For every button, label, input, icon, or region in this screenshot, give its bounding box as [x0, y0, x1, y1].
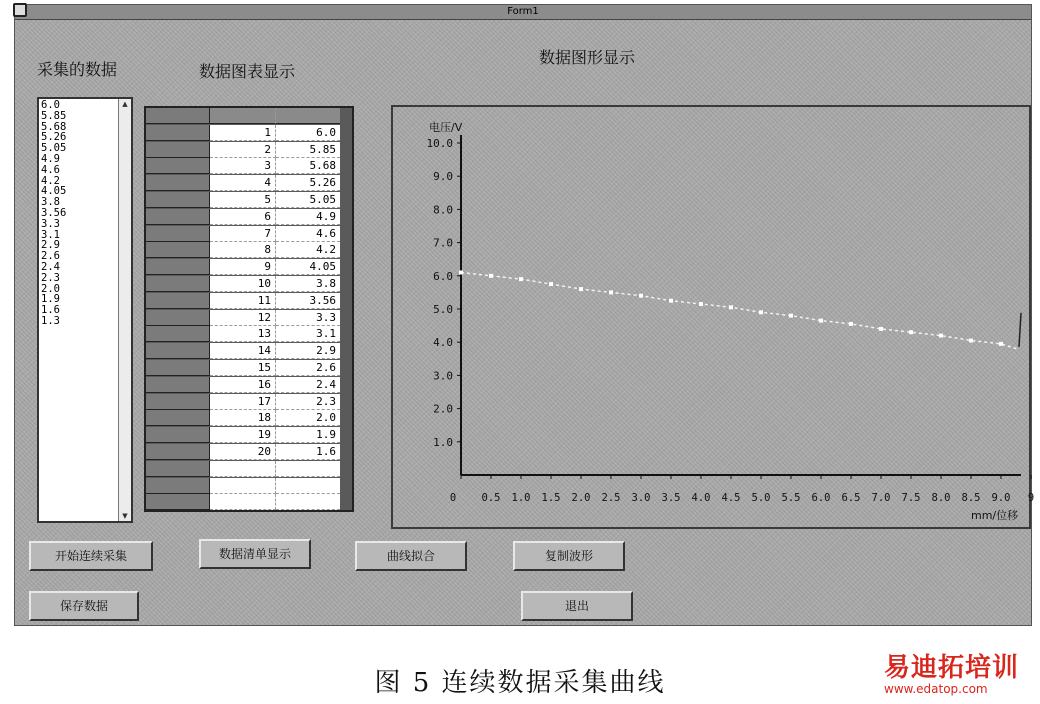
x-tick-label: 3.5: [661, 492, 681, 504]
row-header-cell: [146, 108, 210, 124]
row-header-cell: [146, 158, 210, 174]
data-point: [489, 274, 493, 278]
empty-cell: [210, 494, 276, 510]
y-tick-label: 10.0: [426, 137, 453, 150]
collected-data-label: 采集的数据: [37, 60, 118, 79]
value-cell: 6.0: [276, 125, 340, 141]
x-tick-label: 7.0: [871, 492, 891, 504]
table-row[interactable]: [146, 360, 352, 376]
row-header-cell: [146, 209, 210, 225]
value-cell: 5.05: [276, 192, 340, 208]
value-cell: 2.4: [276, 377, 340, 393]
value-cell: 4.9: [276, 209, 340, 225]
table-row[interactable]: [146, 209, 352, 225]
exit-button[interactable]: 退出: [521, 591, 633, 621]
x-tick-label: 3.0: [631, 492, 651, 504]
start-continuous-acquisition-button[interactable]: 开始连续采集: [29, 541, 153, 571]
data-point: [909, 330, 913, 334]
x-tick-label: 0.5: [481, 492, 501, 504]
x-tick-label: 1.5: [541, 492, 561, 504]
y-tick-label: 8.0: [433, 203, 453, 217]
table-row[interactable]: [146, 494, 352, 510]
table-row[interactable]: [146, 192, 352, 208]
row-header-cell: [146, 494, 210, 510]
value-cell: 3.1: [276, 326, 340, 342]
value-cell: 3.3: [276, 310, 340, 326]
figure-caption: 图 5 连续数据采集曲线: [374, 668, 666, 698]
row-header-cell: [146, 444, 210, 460]
row-header-cell: [146, 360, 210, 376]
data-point: [459, 270, 463, 274]
list-item[interactable]: 1.3: [41, 314, 60, 327]
index-cell: 6: [210, 209, 276, 225]
value-cell: 4.05: [276, 259, 340, 275]
table-row[interactable]: [146, 326, 352, 342]
x-tick-label: 2.5: [601, 492, 621, 504]
index-cell: 8: [210, 242, 276, 258]
y-tick-label: 7.0: [433, 236, 453, 250]
table-row[interactable]: [146, 444, 352, 460]
row-header-cell: [146, 394, 210, 410]
row-header-cell: [146, 259, 210, 275]
row-header-cell: [146, 343, 210, 359]
scroll-up-arrow-icon[interactable]: ▲: [122, 100, 128, 108]
watermark-text: 易迪拓培训: [884, 653, 1020, 683]
title-bar: [15, 5, 1031, 20]
row-header-cell: [146, 242, 210, 258]
list-item[interactable]: 1.9: [41, 293, 60, 306]
row-header-cell: [146, 276, 210, 292]
table-row[interactable]: [146, 394, 352, 410]
table-row[interactable]: [146, 125, 352, 141]
index-cell: 7: [210, 226, 276, 242]
watermark-logo: [884, 654, 1034, 700]
list-item[interactable]: 4.6: [41, 163, 60, 176]
data-point: [819, 319, 823, 323]
table-row[interactable]: [146, 142, 352, 158]
empty-cell: [276, 461, 340, 477]
list-item[interactable]: 6.0: [41, 99, 60, 111]
row-header-cell: [146, 427, 210, 443]
list-item[interactable]: 1.6: [41, 304, 60, 317]
data-point: [759, 310, 763, 314]
column-header-cell: [210, 108, 276, 124]
row-header-cell: [146, 410, 210, 426]
value-cell: 3.56: [276, 293, 340, 309]
data-point: [549, 282, 553, 286]
list-item[interactable]: 2.0: [41, 282, 60, 295]
index-cell: 11: [210, 293, 276, 309]
x-tick-label: 8.5: [961, 492, 981, 504]
empty-cell: [276, 494, 340, 510]
x-tick-label: 6.5: [841, 492, 861, 504]
row-header-cell: [146, 377, 210, 393]
listbox-scrollbar[interactable]: [118, 99, 131, 521]
table-row[interactable]: [146, 310, 352, 326]
row-header-cell: [146, 293, 210, 309]
data-point: [579, 287, 583, 291]
index-cell: 12: [210, 310, 276, 326]
value-cell: 1.6: [276, 444, 340, 460]
list-item[interactable]: 4.9: [41, 152, 60, 165]
list-item[interactable]: 3.8: [41, 196, 60, 209]
list-item[interactable]: 5.05: [41, 142, 67, 155]
table-row[interactable]: [146, 259, 352, 275]
list-item[interactable]: 3.3: [41, 217, 60, 230]
empty-cell: [210, 461, 276, 477]
data-point: [639, 294, 643, 298]
table-display-label: 数据图表显示: [199, 62, 296, 81]
collected-data-listbox[interactable]: [37, 97, 133, 523]
value-cell: 3.8: [276, 276, 340, 292]
scroll-down-arrow-icon[interactable]: ▼: [122, 512, 128, 520]
value-cell: 2.0: [276, 410, 340, 426]
curve-fit-button[interactable]: 曲线拟合: [355, 541, 467, 571]
index-cell: 18: [210, 410, 276, 426]
index-cell: 5: [210, 192, 276, 208]
x-tick-label: 7.5: [901, 492, 921, 504]
row-header-cell: [146, 310, 210, 326]
index-cell: 19: [210, 427, 276, 443]
list-item[interactable]: 2.4: [41, 260, 60, 273]
x-axis-title: mm/位移: [971, 509, 1019, 522]
value-cell: 5.85: [276, 142, 340, 158]
data-point: [969, 339, 973, 343]
x-tick-label: 2.0: [571, 492, 591, 504]
x-tick-label: 4.5: [721, 492, 741, 504]
watermark-url: www.edatop.com: [884, 682, 988, 696]
x-tick-label: 5.5: [781, 492, 801, 504]
x-tick-label: 5.0: [751, 492, 771, 504]
table-row[interactable]: [146, 108, 352, 124]
x-tick-label: 9.0: [991, 492, 1011, 504]
data-point: [879, 327, 883, 331]
index-cell: 2: [210, 142, 276, 158]
table-row[interactable]: [146, 377, 352, 393]
table-row[interactable]: [146, 175, 352, 191]
x-tick-label: 0: [449, 492, 457, 504]
value-cell: 2.9: [276, 343, 340, 359]
series-end-marker: [1019, 313, 1021, 347]
table-row[interactable]: [146, 410, 352, 426]
index-cell: 1: [210, 125, 276, 141]
data-point: [849, 322, 853, 326]
data-point: [699, 302, 703, 306]
empty-cell: [276, 478, 340, 494]
y-axis-title: 电压/V: [429, 121, 463, 134]
save-data-button[interactable]: 保存数据: [29, 591, 139, 621]
table-row[interactable]: [146, 293, 352, 309]
data-point: [939, 334, 943, 338]
value-cell: 2.3: [276, 394, 340, 410]
row-header-cell: [146, 125, 210, 141]
data-point: [609, 290, 613, 294]
table-row[interactable]: [146, 427, 352, 443]
index-cell: 10: [210, 276, 276, 292]
row-header-cell: [146, 226, 210, 242]
index-cell: 15: [210, 360, 276, 376]
empty-cell: [210, 478, 276, 494]
index-cell: 17: [210, 394, 276, 410]
list-item[interactable]: 3.1: [41, 228, 60, 241]
window-title: Form1: [507, 6, 539, 17]
y-tick-label: 2.0: [433, 402, 453, 416]
table-row[interactable]: [146, 478, 352, 494]
value-cell: 1.9: [276, 427, 340, 443]
voltage-displacement-chart: [393, 107, 1033, 531]
row-header-cell: [146, 142, 210, 158]
y-tick-label: 4.0: [433, 336, 453, 350]
table-row[interactable]: [146, 276, 352, 292]
table-row[interactable]: [146, 343, 352, 359]
list-item[interactable]: 5.26: [41, 131, 67, 144]
y-tick-label: 5.0: [433, 303, 453, 316]
y-tick-label: 6.0: [433, 269, 453, 283]
y-tick-label: 1.0: [433, 435, 453, 449]
index-cell: 14: [210, 343, 276, 359]
data-point: [999, 342, 1003, 346]
list-item[interactable]: 4.2: [41, 174, 60, 187]
index-cell: 16: [210, 377, 276, 393]
column-header-cell: [276, 108, 340, 124]
row-header-cell: [146, 175, 210, 191]
value-cell: 2.6: [276, 360, 340, 376]
table-row[interactable]: [146, 226, 352, 242]
value-cell: 4.6: [276, 226, 340, 242]
row-header-cell: [146, 192, 210, 208]
list-item[interactable]: 5.85: [41, 109, 67, 122]
app-window: [14, 4, 1035, 626]
y-tick-label: 9.0: [433, 170, 453, 184]
data-list-display-button[interactable]: 数据清单显示: [199, 539, 311, 569]
index-cell: 13: [210, 326, 276, 342]
x-tick-label: 6.0: [811, 492, 831, 504]
value-cell: 4.2: [276, 242, 340, 258]
table-row[interactable]: [146, 461, 352, 477]
data-grid[interactable]: [144, 106, 354, 512]
data-point: [729, 305, 733, 309]
data-point: [519, 277, 523, 281]
table-row[interactable]: [146, 158, 352, 174]
table-row[interactable]: [146, 242, 352, 258]
data-point: [669, 299, 673, 303]
list-item[interactable]: 2.9: [41, 239, 60, 252]
series-line: [461, 273, 1017, 349]
list-item[interactable]: 2.3: [41, 271, 60, 284]
copy-waveform-button[interactable]: 复制波形: [513, 541, 625, 571]
x-tick-label: 8.0: [931, 492, 951, 504]
list-item[interactable]: 2.6: [41, 250, 60, 263]
index-cell: 20: [210, 444, 276, 460]
value-cell: 5.68: [276, 158, 340, 174]
value-cell: 5.26: [276, 175, 340, 191]
graph-display-label: 数据图形显示: [539, 48, 636, 67]
chart-panel: [391, 105, 1035, 529]
y-tick-label: 3.0: [433, 369, 453, 383]
x-tick-label: 4.0: [691, 492, 711, 504]
row-header-cell: [146, 461, 210, 477]
row-header-cell: [146, 326, 210, 342]
index-cell: 3: [210, 158, 276, 174]
row-header-cell: [146, 478, 210, 494]
x-tick-label: 1.0: [511, 492, 531, 504]
list-item[interactable]: 3.56: [41, 206, 67, 219]
index-cell: 9: [210, 259, 276, 275]
list-item[interactable]: 5.68: [41, 120, 67, 133]
x-tick-label: 9: [1027, 492, 1035, 504]
index-cell: 4: [210, 175, 276, 191]
list-item[interactable]: 4.05: [41, 185, 67, 198]
data-point: [789, 314, 793, 318]
